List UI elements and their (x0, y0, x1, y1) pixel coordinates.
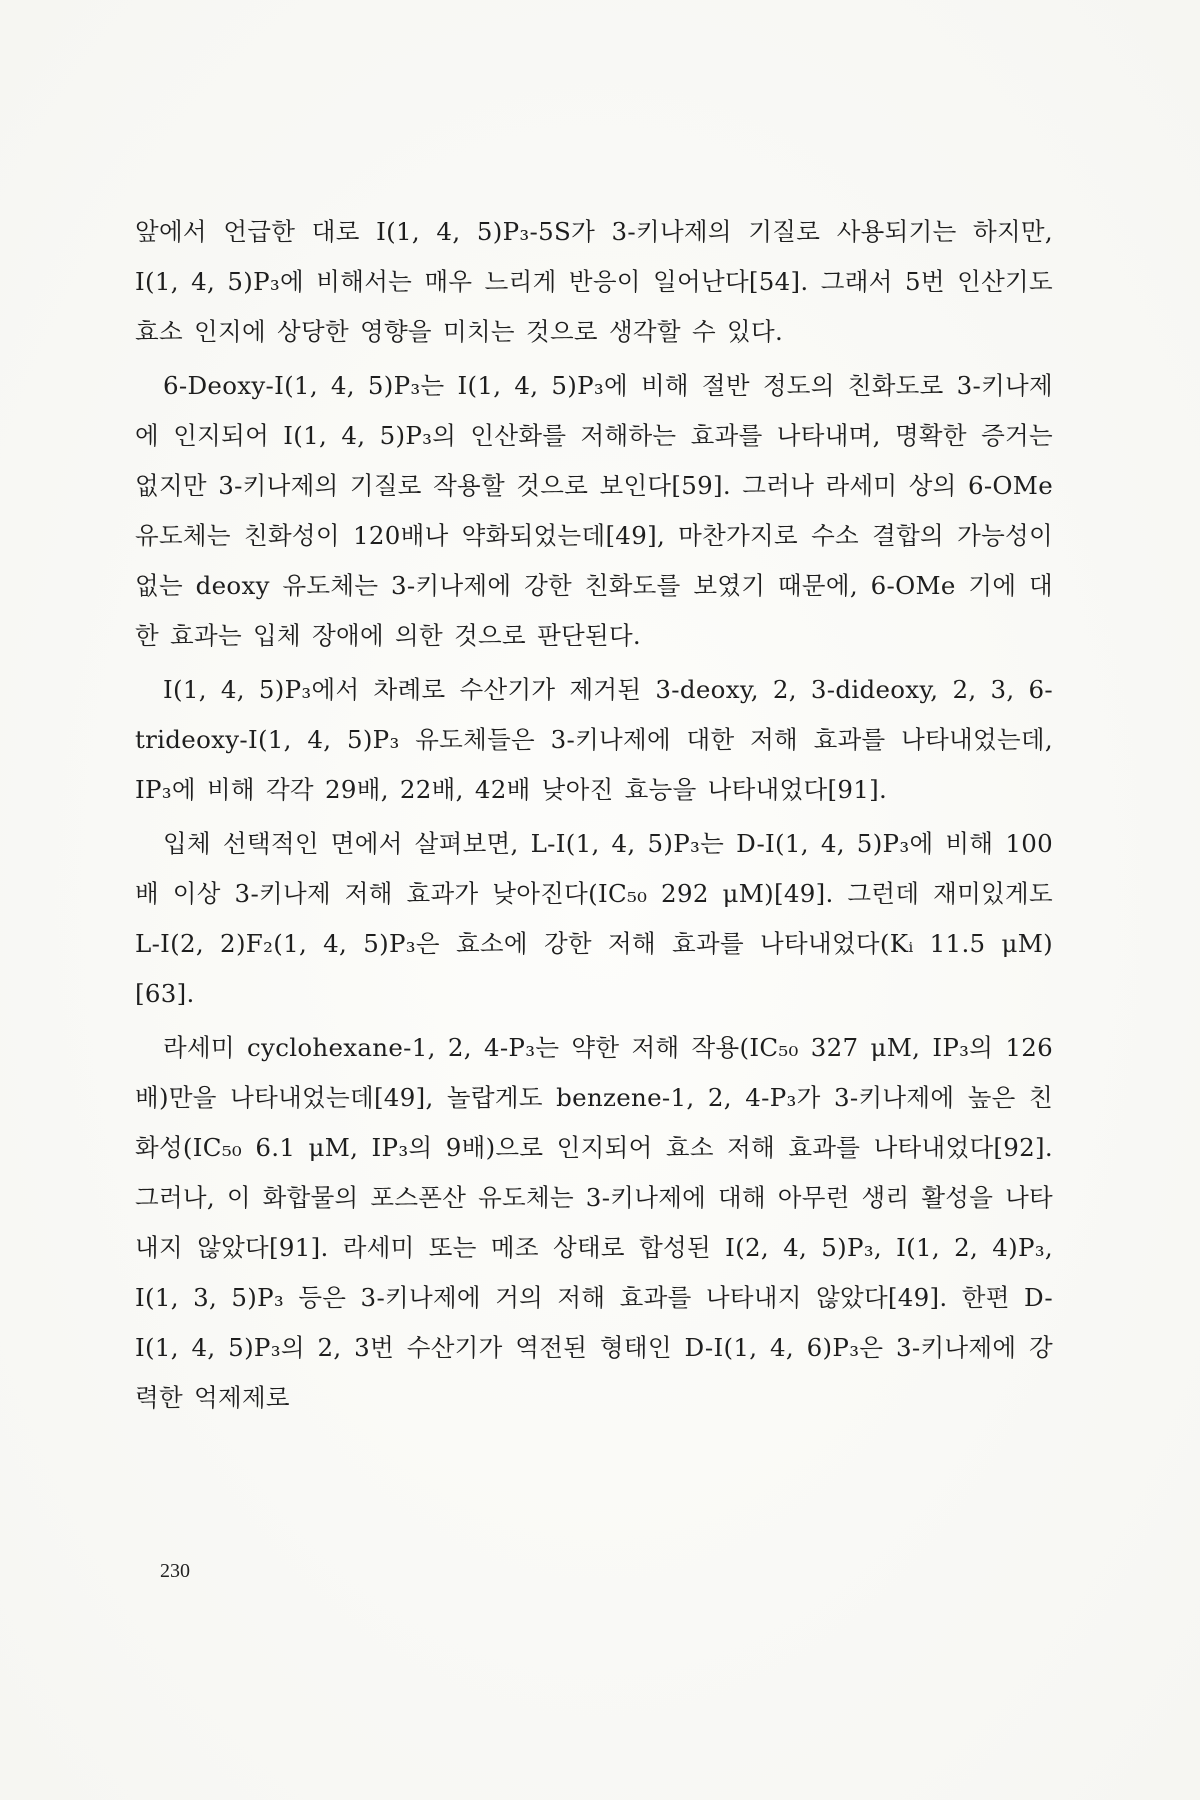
paragraph: 6-Deoxy-I(1, 4, 5)P₃는 I(1, 4, 5)P₃에 비해 절반 정도의 친화도로 3-키나제에 인지되어 I(1, 4, 5)P₃의 인산화를 저해하는 효과를 나타내며, 명확한 증거는 없지만 3-키나제의 기질로 작용할 것으로 보인다[59]. 그러나 라세미 상의 6-OMe 유도체는 친화성이 120배나 약화되었는데[49], 마찬가지로 수소 결합의 가능성이 없는 deoxy 유도체는 3-키나제에 강한 친화도를 보였기 때문에, 6-OMe 기에 대한 효과는 입체 장애에 의한 것으로 판단된다. (135, 371, 1053, 650)
page-number: 230 (160, 1560, 190, 1582)
paragraph: 앞에서 언급한 대로 I(1, 4, 5)P₃-5S가 3-키나제의 기질로 사용되기는 하지만, I(1, 4, 5)P₃에 비해서는 매우 느리게 반응이 일어난다[54]. 그래서 5번 인산기도 효소 인지에 상당한 영향을 미치는 것으로 생각할 수 있다. (135, 217, 1053, 346)
paragraph: I(1, 4, 5)P₃에서 차례로 수산기가 제거된 3-deoxy, 2, 3-dideoxy, 2, 3, 6-trideoxy-I(1, 4, 5)P₃ 유도체들은 3-키나제에 대한 저해 효과를 나타내었는데, IP₃에 비해 각각 29배, 22배, 42배 낮아진 효능을 나타내었다[91]. (135, 675, 1053, 804)
paragraph: 입체 선택적인 면에서 살펴보면, L-I(1, 4, 5)P₃는 D-I(1, 4, 5)P₃에 비해 100배 이상 3-키나제 저해 효과가 낮아진다(IC₅₀ 292 μM)[49]. 그런데 재미있게도 L-I(2, 2)F₂(1, 4, 5)P₃은 효소에 강한 저해 효과를 나타내었다(Kᵢ 11.5 μM)[63]. (135, 829, 1053, 1008)
paragraph: 라세미 cyclohexane-1, 2, 4-P₃는 약한 저해 작용(IC₅₀ 327 μM, IP₃의 126배)만을 나타내었는데[49], 놀랍게도 benzene-1, 2, 4-P₃가 3-키나제에 높은 친화성(IC₅₀ 6.1 μM, IP₃의 9배)으로 인지되어 효소 저해 효과를 나타내었다[92]. 그러나, 이 화합물의 포스폰산 유도체는 3-키나제에 대해 아무런 생리 활성을 나타내지 않았다[91]. 라세미 또는 메조 상태로 합성된 I(2, 4, 5)P₃, I(1, 2, 4)P₃, I(1, 3, 5)P₃ 등은 3-키나제에 거의 저해 효과를 나타내지 않았다[49]. 한편 D-I(1, 4, 5)P₃의 2, 3번 수산기가 역전된 형태인 D-I(1, 4, 6)P₃은 3-키나제에 강력한 억제제로 (135, 1033, 1053, 1412)
body-text (135, 207, 1053, 1427)
